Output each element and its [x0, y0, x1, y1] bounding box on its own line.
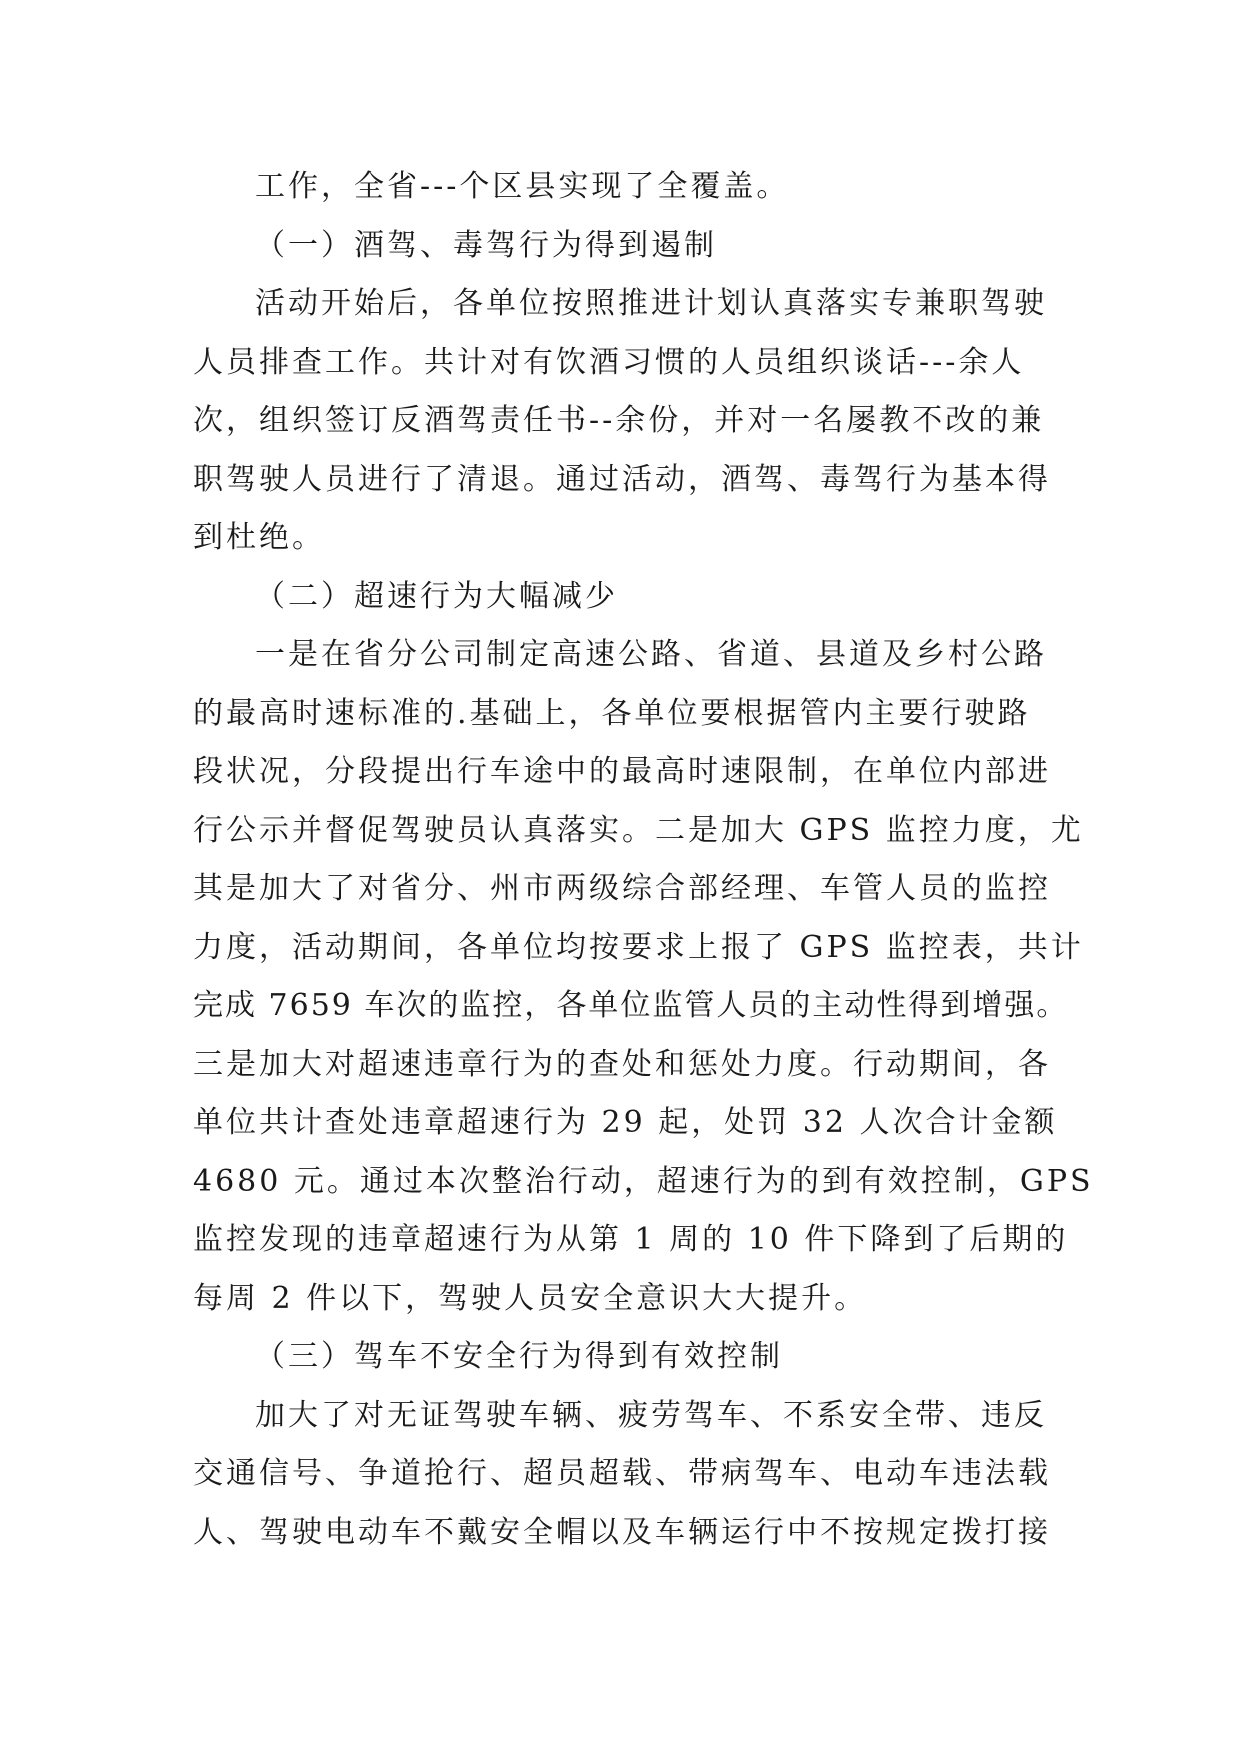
paragraph-line: 完成 7659 车次的监控，各单位监管人员的主动性得到增强。 [193, 988, 1069, 1023]
section-heading-2: （二）超速行为大幅减少 [255, 578, 618, 614]
paragraph-line: 一是在省分公司制定高速公路、省道、县道及乡村公路 [255, 637, 1047, 672]
paragraph-line: 人、驾驶电动车不戴安全帽以及车辆运行中不按规定拨打接 [193, 1514, 1051, 1550]
paragraph-line: 职驾驶人员进行了清退。通过活动，酒驾、毒驾行为基本得 [193, 461, 1051, 497]
paragraph-line: 加大了对无证驾驶车辆、疲劳驾车、不系安全带、违反 [255, 1397, 1047, 1433]
paragraph-line: 段状况，分段提出行车途中的最高时速限制，在单位内部进 [193, 754, 1051, 789]
paragraph-line: 力度，活动期间，各单位均按要求上报了 GPS 监控表，共计 [193, 929, 1084, 965]
paragraph-line: 每周 2 件以下，驾驶人员安全意识大大提升。 [193, 1280, 868, 1316]
paragraph-line: 到杜绝。 [193, 520, 325, 555]
paragraph-line: 人员排查工作。共计对有饮酒习惯的人员组织谈话---余人 [193, 344, 1025, 380]
document-body [193, 158, 1094, 1562]
section-heading-1: （一）酒驾、毒驾行为得到遏制 [255, 227, 717, 263]
paragraph-line: 行公示并督促驾驶员认真落实。二是加大 GPS 监控力度，尤 [193, 812, 1084, 848]
paragraph-line: 交通信号、争道抢行、超员超载、带病驾车、电动车违法载 [193, 1456, 1051, 1491]
paragraph-line: 次，组织签订反酒驾责任书--余份，并对一名屡教不改的兼 [193, 403, 1045, 438]
paragraph-line: 的最高时速标准的.基础上，各单位要根据管内主要行驶路 [193, 695, 1031, 731]
paragraph-line: 三是加大对超速违章行为的查处和惩处力度。行动期间，各 [193, 1046, 1051, 1082]
paragraph-line: 活动开始后，各单位按照推进计划认真落实专兼职驾驶 [255, 286, 1047, 321]
paragraph-line: 其是加大了对省分、州市两级综合部经理、车管人员的监控 [193, 871, 1051, 906]
paragraph-line: 4680 元。通过本次整治行动，超速行为的到有效控制，GPS [193, 1163, 1094, 1199]
paragraph-line: 监控发现的违章超速行为从第 1 周的 10 件下降到了后期的 [193, 1222, 1069, 1257]
paragraph-line: 工作，全省---个区县实现了全覆盖。 [255, 169, 790, 204]
paragraph-line: 单位共计查处违章超速行为 29 起，处罚 32 人次合计金额 [193, 1105, 1058, 1140]
section-heading-3: （三）驾车不安全行为得到有效控制 [255, 1339, 783, 1374]
